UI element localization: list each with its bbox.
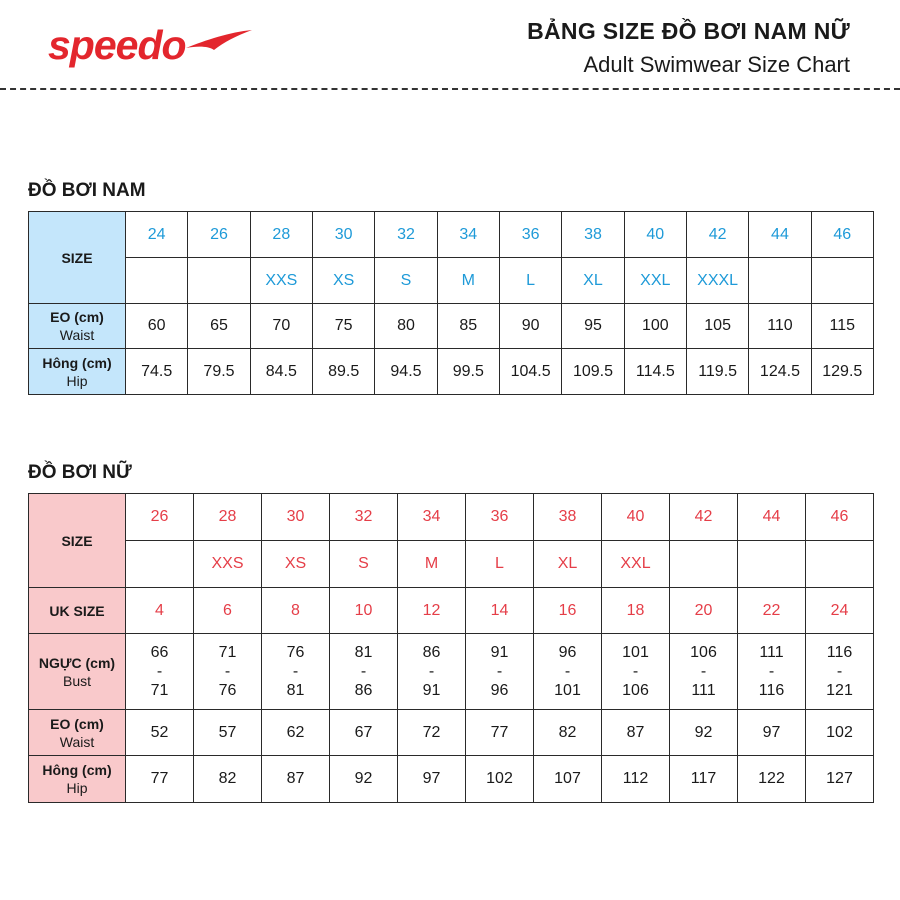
women-hip-cell: 122 [738, 756, 806, 803]
women-uk-cell: 22 [738, 588, 806, 634]
men-waist-label [29, 304, 126, 349]
women-waist-cell: 72 [398, 710, 466, 756]
women-bust-cell [534, 634, 602, 710]
women-bust-cell [194, 634, 262, 710]
men-waist-cell: 80 [375, 304, 437, 349]
bust-min: 86 [422, 644, 441, 661]
men-waist-cell: 115 [811, 304, 873, 349]
women-uk-cell: 18 [602, 588, 670, 634]
women-waist-label [29, 710, 126, 756]
men-hip-label-text: Hông (cm) [42, 354, 112, 371]
men-waist-label-sub: Waist [59, 327, 95, 343]
men-size-cell: 26 [188, 212, 250, 258]
men-waist-cell: 75 [312, 304, 374, 349]
women-hip-cell: 127 [806, 756, 874, 803]
women-hip-label [29, 756, 126, 803]
bust-min: 116 [826, 644, 853, 661]
women-uk-cell: 24 [806, 588, 874, 634]
women-waist-cell: 62 [262, 710, 330, 756]
men-size-cell: 30 [312, 212, 374, 258]
women-size-cell: 46 [806, 494, 874, 541]
bust-separator: - [360, 663, 367, 680]
bust-min: 66 [150, 644, 169, 661]
bust-separator: - [224, 663, 231, 680]
men-hip-cell: 124.5 [749, 349, 811, 395]
women-uk-cell: 20 [670, 588, 738, 634]
men-hip-cell: 79.5 [188, 349, 250, 395]
women-hip-cell: 87 [262, 756, 330, 803]
women-bust-label [29, 634, 126, 710]
men-hip-cell: 94.5 [375, 349, 437, 395]
men-waist-cell: 65 [188, 304, 250, 349]
women-uk-cell: 4 [126, 588, 194, 634]
bust-max: 86 [354, 682, 373, 699]
men-hip-label [29, 349, 126, 395]
women-waist-cell: 67 [330, 710, 398, 756]
women-waist-label-sub: Waist [59, 733, 95, 750]
bust-separator: - [428, 663, 435, 680]
women-size-cell: 34 [398, 494, 466, 541]
bust-min: 81 [354, 644, 373, 661]
bust-max: 111 [691, 682, 716, 699]
men-letter-cell [749, 258, 811, 304]
bust-separator: - [836, 663, 843, 680]
women-hip-cell: 92 [330, 756, 398, 803]
bust-separator: - [632, 663, 639, 680]
women-bust-cell [670, 634, 738, 710]
men-waist-cell: 105 [686, 304, 748, 349]
bust-max: 76 [218, 682, 237, 699]
women-bust-cell [466, 634, 534, 710]
women-letter-row [29, 541, 874, 588]
women-waist-label-text: EO (cm) [50, 715, 104, 732]
speedo-logo [48, 22, 254, 70]
women-hip-cell: 97 [398, 756, 466, 803]
men-size-cell: 34 [437, 212, 499, 258]
bust-max: 101 [554, 682, 581, 699]
men-hip-row [29, 349, 874, 395]
women-bust-cell [330, 634, 398, 710]
men-size-label: SIZE [29, 212, 126, 304]
women-waist-cell: 92 [670, 710, 738, 756]
women-size-cell: 38 [534, 494, 602, 541]
women-size-cell: 36 [466, 494, 534, 541]
women-uk-cell: 6 [194, 588, 262, 634]
women-bust-cell [806, 634, 874, 710]
boomerang-icon [184, 28, 254, 54]
bust-min: 101 [622, 644, 649, 661]
bust-min: 91 [490, 644, 509, 661]
men-size-table [28, 211, 874, 395]
bust-max: 91 [422, 682, 441, 699]
women-size-cell: 30 [262, 494, 330, 541]
women-uk-row [29, 588, 874, 634]
page-subtitle: Adult Swimwear Size Chart [583, 52, 850, 77]
men-size-cell: 42 [686, 212, 748, 258]
men-hip-cell: 99.5 [437, 349, 499, 395]
men-hip-cell: 89.5 [312, 349, 374, 395]
bust-separator: - [496, 663, 503, 680]
women-hip-label-sub: Hip [66, 780, 88, 796]
women-uk-cell: 14 [466, 588, 534, 634]
women-bust-label-sub: Bust [62, 672, 91, 689]
women-hip-row [29, 756, 874, 803]
men-size-cell: 40 [624, 212, 686, 258]
bust-min: 111 [759, 644, 784, 661]
women-uk-cell: 8 [262, 588, 330, 634]
men-letter-cell: XXXL [686, 258, 748, 304]
women-bust-cell [398, 634, 466, 710]
men-waist-cell: 110 [749, 304, 811, 349]
men-letter-cell: XS [312, 258, 374, 304]
women-letter-cell: XS [262, 541, 330, 588]
bust-max: 71 [150, 682, 169, 699]
women-waist-row [29, 710, 874, 756]
bust-separator: - [156, 663, 163, 680]
bust-max: 96 [490, 682, 509, 699]
bust-max: 81 [286, 682, 305, 699]
bust-min: 106 [690, 644, 717, 661]
men-size-row [29, 212, 874, 258]
men-hip-cell: 109.5 [562, 349, 624, 395]
women-letter-cell [670, 541, 738, 588]
men-letter-row [29, 258, 874, 304]
women-bust-label-text: NGỰC (cm) [38, 654, 116, 671]
bust-max: 106 [622, 682, 649, 699]
men-size-cell: 46 [811, 212, 873, 258]
men-hip-cell: 84.5 [250, 349, 312, 395]
brand-wordmark: speedo [48, 22, 186, 68]
men-size-cell: 38 [562, 212, 624, 258]
bust-min: 71 [218, 644, 237, 661]
bust-separator: - [292, 663, 299, 680]
bust-max: 121 [826, 682, 853, 699]
women-letter-cell [806, 541, 874, 588]
women-letter-cell [126, 541, 194, 588]
men-size-cell: 36 [499, 212, 561, 258]
women-uk-label: UK SIZE [29, 588, 126, 634]
men-hip-label-sub: Hip [66, 372, 88, 389]
women-size-cell: 42 [670, 494, 738, 541]
men-letter-cell [188, 258, 250, 304]
men-hip-cell: 129.5 [811, 349, 873, 395]
women-bust-cell [602, 634, 670, 710]
women-hip-label-text: Hông (cm) [42, 762, 112, 778]
women-bust-cell [262, 634, 330, 710]
men-waist-cell: 95 [562, 304, 624, 349]
women-letter-cell: XXS [194, 541, 262, 588]
women-bust-row [29, 634, 874, 710]
bust-max: 116 [758, 682, 785, 699]
women-waist-cell: 87 [602, 710, 670, 756]
men-waist-cell: 100 [624, 304, 686, 349]
bust-separator: - [768, 663, 775, 680]
men-hip-cell: 104.5 [499, 349, 561, 395]
men-waist-cell: 60 [126, 304, 188, 349]
women-size-label: SIZE [29, 494, 126, 588]
bust-min: 76 [286, 644, 305, 661]
women-uk-cell: 16 [534, 588, 602, 634]
women-letter-cell: XL [534, 541, 602, 588]
women-section-title: ĐỒ BƠI NỮ [28, 462, 132, 483]
men-letter-cell: S [375, 258, 437, 304]
bust-separator: - [564, 663, 571, 680]
women-letter-cell: M [398, 541, 466, 588]
women-hip-cell: 77 [126, 756, 194, 803]
men-section-title: ĐỒ BƠI NAM [28, 180, 146, 201]
women-size-cell: 26 [126, 494, 194, 541]
page-title: BẢNG SIZE ĐỒ BƠI NAM NỮ [527, 18, 850, 44]
women-waist-cell: 52 [126, 710, 194, 756]
women-waist-cell: 97 [738, 710, 806, 756]
women-uk-cell: 12 [398, 588, 466, 634]
men-size-cell: 24 [126, 212, 188, 258]
men-waist-cell: 90 [499, 304, 561, 349]
men-letter-cell [126, 258, 188, 304]
women-letter-cell: S [330, 541, 398, 588]
women-bust-cell [126, 634, 194, 710]
women-size-table [28, 493, 874, 803]
women-letter-cell: XXL [602, 541, 670, 588]
women-waist-cell: 82 [534, 710, 602, 756]
men-size-cell: 32 [375, 212, 437, 258]
men-letter-cell: XL [562, 258, 624, 304]
men-size-cell: 28 [250, 212, 312, 258]
men-hip-cell: 74.5 [126, 349, 188, 395]
men-size-cell: 44 [749, 212, 811, 258]
men-letter-cell: XXL [624, 258, 686, 304]
women-waist-cell: 102 [806, 710, 874, 756]
women-size-cell: 40 [602, 494, 670, 541]
women-uk-cell: 10 [330, 588, 398, 634]
women-hip-cell: 82 [194, 756, 262, 803]
women-size-row [29, 494, 874, 541]
women-size-cell: 28 [194, 494, 262, 541]
men-letter-cell: XXS [250, 258, 312, 304]
women-size-cell: 44 [738, 494, 806, 541]
bust-separator: - [700, 663, 707, 680]
men-hip-cell: 114.5 [624, 349, 686, 395]
header-divider [0, 88, 900, 90]
women-waist-cell: 77 [466, 710, 534, 756]
women-letter-cell: L [466, 541, 534, 588]
women-hip-cell: 102 [466, 756, 534, 803]
women-bust-cell [738, 634, 806, 710]
men-waist-row [29, 304, 874, 349]
men-letter-cell: M [437, 258, 499, 304]
men-hip-cell: 119.5 [686, 349, 748, 395]
men-waist-cell: 85 [437, 304, 499, 349]
men-waist-cell: 70 [250, 304, 312, 349]
women-hip-cell: 117 [670, 756, 738, 803]
women-size-cell: 32 [330, 494, 398, 541]
women-waist-cell: 57 [194, 710, 262, 756]
bust-min: 96 [558, 644, 577, 661]
women-letter-cell [738, 541, 806, 588]
men-waist-label-text: EO (cm) [50, 309, 104, 325]
women-hip-cell: 107 [534, 756, 602, 803]
men-letter-cell [811, 258, 873, 304]
women-hip-cell: 112 [602, 756, 670, 803]
men-letter-cell: L [499, 258, 561, 304]
